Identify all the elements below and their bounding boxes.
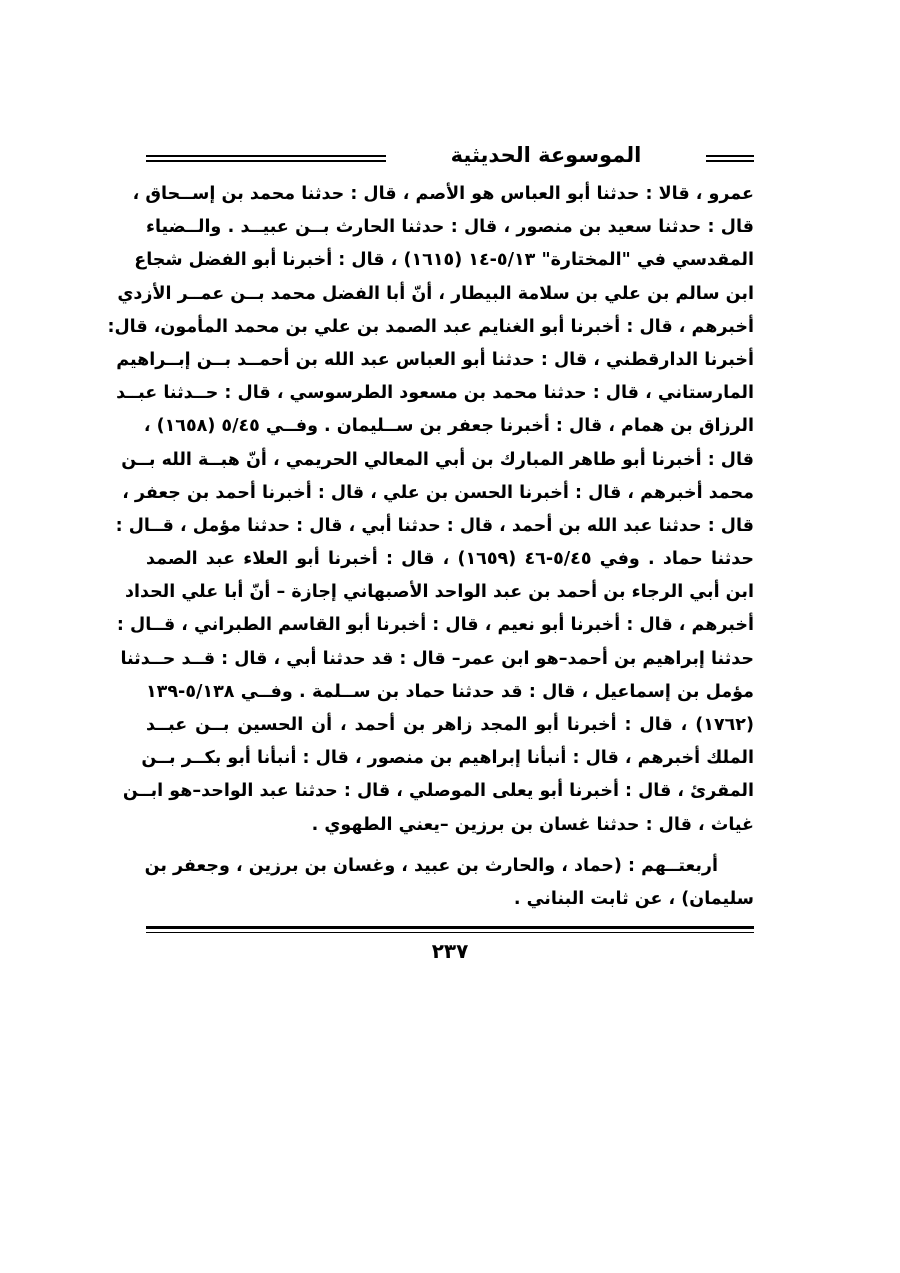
running-header [146, 140, 754, 174]
text-line: المقدسي في "المختارة" ٥/١٣-١٤ (١٦١٥) ، قال : أخبرنا أبو الفضل شجاع [134, 250, 754, 271]
text-line: الملك أخبرهم ، قال : أنبأنا إبراهيم بن منصور ، قال : أنبأنا أبو بكــر بــن [141, 748, 754, 769]
text-line: قال : حدثنا عبد الله بن أحمد ، قال : حدثنا أبي ، قال : حدثنا مؤمل ، قــال : [115, 515, 754, 536]
text-line: قال : حدثنا سعيد بن منصور ، قال : حدثنا الحارث بــن عبيــد . والــضياء [146, 217, 754, 238]
paragraph-gap [146, 842, 754, 850]
text-line: عمرو ، قالا : حدثنا أبو العباس هو الأصم ، قال : حدثنا محمد بن إســحاق ، [132, 184, 754, 204]
paragraph-1 [107, 178, 754, 842]
text-line: ابن أبي الرجاء بن أحمد بن عبد الواحد الأصبهاني إجازة – أنّ أبا علي الحداد [124, 582, 754, 603]
text-line: أخبرهم ، قال : أخبرنا أبو نعيم ، قال : أخبرنا أبو القاسم الطبراني ، قــال : [116, 615, 754, 636]
text-line: أخبرهم ، قال : أخبرنا أبو الغنايم عبد الصمد بن علي بن محمد المأمون، قال: [107, 316, 754, 337]
text-line: مؤمل بن إسماعيل ، قال : قد حدثنا حماد بن ســلمة . وفــي ٥/١٣٨-١٣٩ [146, 681, 754, 702]
text-line: حدثنا إبراهيم بن أحمد–هو ابن عمر– قال : قد حدثنا أبي ، قال : قــد حــدثنا [120, 648, 754, 669]
page-footer [146, 926, 754, 963]
text-line: غياث ، قال : حدثنا غسان بن برزين –يعني الطهوي . [311, 814, 754, 835]
text-line: محمد أخبرهم ، قال : أخبرنا الحسن بن علي ، قال : أخبرنا أحمد بن جعفر ، [122, 482, 754, 503]
page-number: ٢٣٧ [431, 939, 469, 963]
text-line: المقرئ ، قال : أخبرنا أبو يعلى الموصلي ، قال : حدثنا عبد الواحد–هو ابــن [122, 781, 754, 802]
text-line: قال : أخبرنا أبو طاهر المبارك بن أبي المعالي الحريمي ، أنّ هبــة الله بــن [121, 449, 754, 470]
header-rule-left [146, 155, 386, 162]
header-rule-right [706, 155, 754, 162]
text-line: الرزاق بن همام ، قال : أخبرنا جعفر بن ســليمان . وفــي ٥/٤٥ (١٦٥٨) ، [143, 416, 754, 437]
header-title: الموسوعة الحديثية [450, 143, 642, 167]
text-line: أربعتــهم : (حماد ، والحارث بن عبيد ، وغسان بن برزين ، وجعفر بن [144, 855, 718, 876]
text-line: ابن سالم بن علي بن سلامة البيطار ، أنّ أبا الفضل محمد بــن عمــر الأزدي [117, 283, 754, 304]
footer-rule [146, 926, 754, 933]
text-line: أخبرنا الدارقطني ، قال : حدثنا أبو العباس عبد الله بن أحمــد بــن إبــراهيم [116, 349, 754, 370]
paragraph-2 [146, 850, 754, 916]
text-line: سليمان) ، عن ثابت البناني . [513, 888, 754, 909]
text-line: حدثنا حماد . وفي ٥/٤٥-٤٦ (١٦٥٩) ، قال : أخبرنا أبو العلاء عبد الصمد [146, 549, 754, 570]
body-text [107, 178, 754, 916]
text-line: المارستاني ، قال : حدثنا محمد بن مسعود الطرسوسي ، قال : حــدثنا عبــد [116, 383, 754, 404]
text-line: (١٧٦٢) ، قال : أخبرنا أبو المجد زاهر بن أحمد ، أن الحسين بــن عبــد [146, 715, 754, 735]
book-page [107, 140, 754, 1140]
